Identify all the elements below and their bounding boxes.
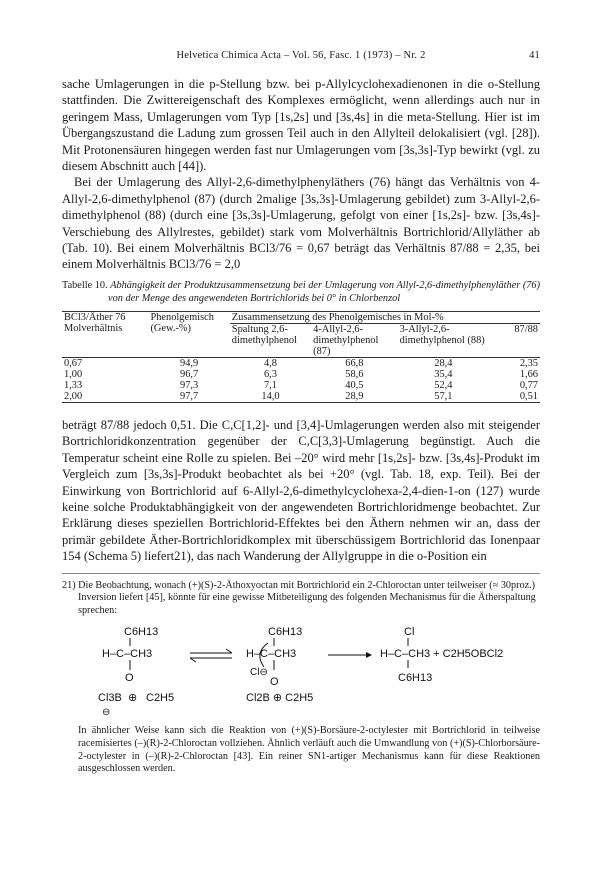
cell: 57,1	[434, 390, 453, 402]
s2-bot: Cl2B ⊕ C2H5	[246, 692, 314, 705]
journal-header: Helvetica Chimica Acta – Vol. 56, Fasc. 1 (1973) – Nr. 2	[176, 50, 426, 61]
page	[62, 50, 540, 776]
cell: 94,9	[180, 357, 199, 369]
cell: 40,5	[345, 379, 364, 391]
cell: 4,8	[263, 357, 277, 369]
body-text-2	[62, 417, 540, 565]
s1-minus: ⊖	[102, 707, 111, 719]
table-row	[62, 391, 540, 403]
s2-cl: Cl⊖	[250, 667, 268, 679]
cell: 97,7	[180, 390, 199, 402]
col-header-ratio: BCl3/Äther 76 Molverhältnis	[64, 311, 126, 334]
s2-mid: H–C–CH3	[246, 648, 297, 661]
sub-header-87: 4-Allyl-2,6-dimethylphenol (87)	[313, 323, 379, 357]
table-row	[62, 369, 540, 380]
cell: 97,3	[180, 379, 199, 391]
footnote	[62, 580, 540, 618]
s1-plus: ⊕	[128, 692, 138, 705]
s2-o: O	[270, 676, 279, 689]
cell: 14,0	[261, 390, 280, 402]
table-caption	[62, 279, 540, 305]
sub-header-ratio: 87/88	[514, 323, 538, 335]
cell: 0,67	[64, 357, 83, 369]
sub-header-spaltung: Spaltung 2,6-dimethylphenol	[231, 323, 298, 346]
s3-bot: C6H13	[398, 672, 433, 685]
footnote-text: Die Beobachtung, wonach (+)(S)-2-Äthoxyoctan mit Bortrichlorid ein 2-Chloroctan unter teilweiser (≈ 30proz.) Inversion liefert [45], könnte für eine gewisse Mitbeteiligung des folgenden Mechanismus für die Ätherspaltung sprechen:	[78, 579, 536, 616]
cell: 0,51	[519, 390, 538, 402]
reaction-scheme	[62, 623, 540, 719]
cell: 1,33	[64, 379, 83, 391]
cell: 1,66	[519, 368, 538, 380]
table-row	[62, 380, 540, 391]
page-number: 41	[529, 50, 540, 61]
s1-top: C6H13	[124, 626, 159, 639]
body-text	[62, 76, 540, 273]
cell: 6,3	[263, 368, 277, 380]
cell: 28,4	[434, 357, 453, 369]
table-row	[62, 357, 540, 369]
s1-o: O	[125, 672, 134, 685]
paragraph-3: beträgt 87/88 jedoch 0,51. Die C,C[1,2]- und [3,4]-Umlagerungen werden also mit steigender Bortrichloridkonzentration gegenüber der C,C[3,3]-Umlagerung begünstigt. Auch die Temperatur scheint eine Rolle zu spielen. Bei –20° wird mehr [1s,2s]- bzw. [3s,4s]-Produkt im Vergleich zum [3s,3s]-Produkt beobachtet als bei +20° (vgl. Tab. 18, exp. Teil). Bei der Einwirkung von Bortrichlorid auf 6-Allyl-2,6-dimethylcyclohexa-2,4-dien-1-on (127) wurde keine solche Produktabhängigkeit von der angewendeten Bortrichloridmenge beobachtet. Zur Erklärung dieses speziellen Bortrichlorid-Effektes bei den Äthern nehmen wir an, dass der primär gebildete Äther-Bortrichloridkomplex mit überschüssigem Bortrichlorid das Ionenpaar 154 (Schema 5) liefert21), das nach Wanderung der Allylgruppe in die o-Position ein	[62, 417, 540, 564]
table-caption-text: Abhängigkeit der Produktzusammensetzung bei der Umlagerung von Allyl-2,6-dimethylphenyläther (76) von der Menge des angewendeten Bortrichlorids bei 0° in Chlorbenzol	[108, 279, 540, 304]
cell: 28,9	[345, 390, 364, 402]
cell: 52,4	[434, 379, 453, 391]
paragraph-1: sache Umlagerungen in die p-Stellung bzw. bei p-Allylcyclohexadienonen in die o-Stellung stattfinden. Die Zwittereigenschaft des Komplexes ermöglicht, wenn allerdings auch nur in geringem Mass, Umlagerungen vom Typ [1s,2s] und [3s,4s] in die meta-Stellung. Hier ist im Übergangszustand die Ladung zum grossen Teil auch in den Allylteil delokalisiert (vgl. [28]). Mit Protonensäuren hingegen werden fast nur Umlagerungen vom [3s,3s]-Typ bewirkt (vgl. zu diesem Abschnitt auch [44]).	[62, 77, 540, 174]
data-table	[62, 311, 540, 403]
running-header	[62, 50, 540, 68]
s1-br: C2H5	[146, 692, 175, 705]
s3-top: Cl	[404, 626, 415, 639]
cell: 2,35	[519, 357, 538, 369]
s3-mid: H–C–CH3 + C2H5OBCl2	[380, 648, 504, 661]
table-caption-label: Tabelle 10.	[62, 279, 108, 291]
cell: 35,4	[434, 368, 453, 380]
footnote-continuation: In ähnlicher Weise kann sich die Reaktion von (+)(S)-Borsäure-2-octylester mit Bortrichlorid in teilweise racemisiertes (–)(R)-2-Chloroctan vollziehen. Ähnlich verläuft auch die Umwandlung von (+)(S)-Chlorborsäure-2-octylester in (–)(R)-2-Chloroctan [43]. Ein reiner SN1-artiger Mechanismus kann für diese Reaktionen ausgeschlossen werden.	[78, 725, 540, 775]
cell: 0,77	[519, 379, 538, 391]
cell: 2,00	[64, 390, 83, 402]
footnote-rule	[62, 573, 540, 574]
cell: 1,00	[64, 368, 83, 380]
cell: 66,8	[345, 357, 364, 369]
s1-bl: Cl3B	[98, 692, 122, 705]
cell: 58,6	[345, 368, 364, 380]
sub-header-88: 3-Allyl-2,6-dimethylphenol (88)	[399, 323, 485, 346]
cell: 7,1	[263, 379, 277, 391]
cell: 96,7	[180, 368, 199, 380]
col-header-phenol: Phenolgemisch (Gew.-%)	[150, 311, 214, 334]
footnote-marker: 21)	[62, 579, 76, 591]
col-group-header: Zusammensetzung des Phenolgemisches in Mol-%	[230, 311, 540, 323]
paragraph-2: Bei der Umlagerung des Allyl-2,6-dimethylphenyläthers (76) hängt das Verhältnis von 4-Allyl-2,6-dimethylphenol (87) (durch 2malige [3s,3s]-Umlagerung gebildet) zum 3-Allyl-2,6-dimethylphenol (88) (durch eine [3s,3s]-Umlagerung, gefolgt von einer [1s,2s]- bzw. [3s,4s]-Verschiebung des Allylrestes, gebildet) stark vom Molverhältnis Bortrichlorid/Allyläther ab (Tab. 10). Bei einem Molverhältnis BCl3/76 = 0,67 beträgt das Verhältnis 87/88 = 2,35, bei einem Molverhältnis BCl3/76 = 2,0	[62, 175, 540, 272]
s2-top: C6H13	[268, 626, 303, 639]
s1-mid: H–C–CH3	[102, 648, 153, 661]
